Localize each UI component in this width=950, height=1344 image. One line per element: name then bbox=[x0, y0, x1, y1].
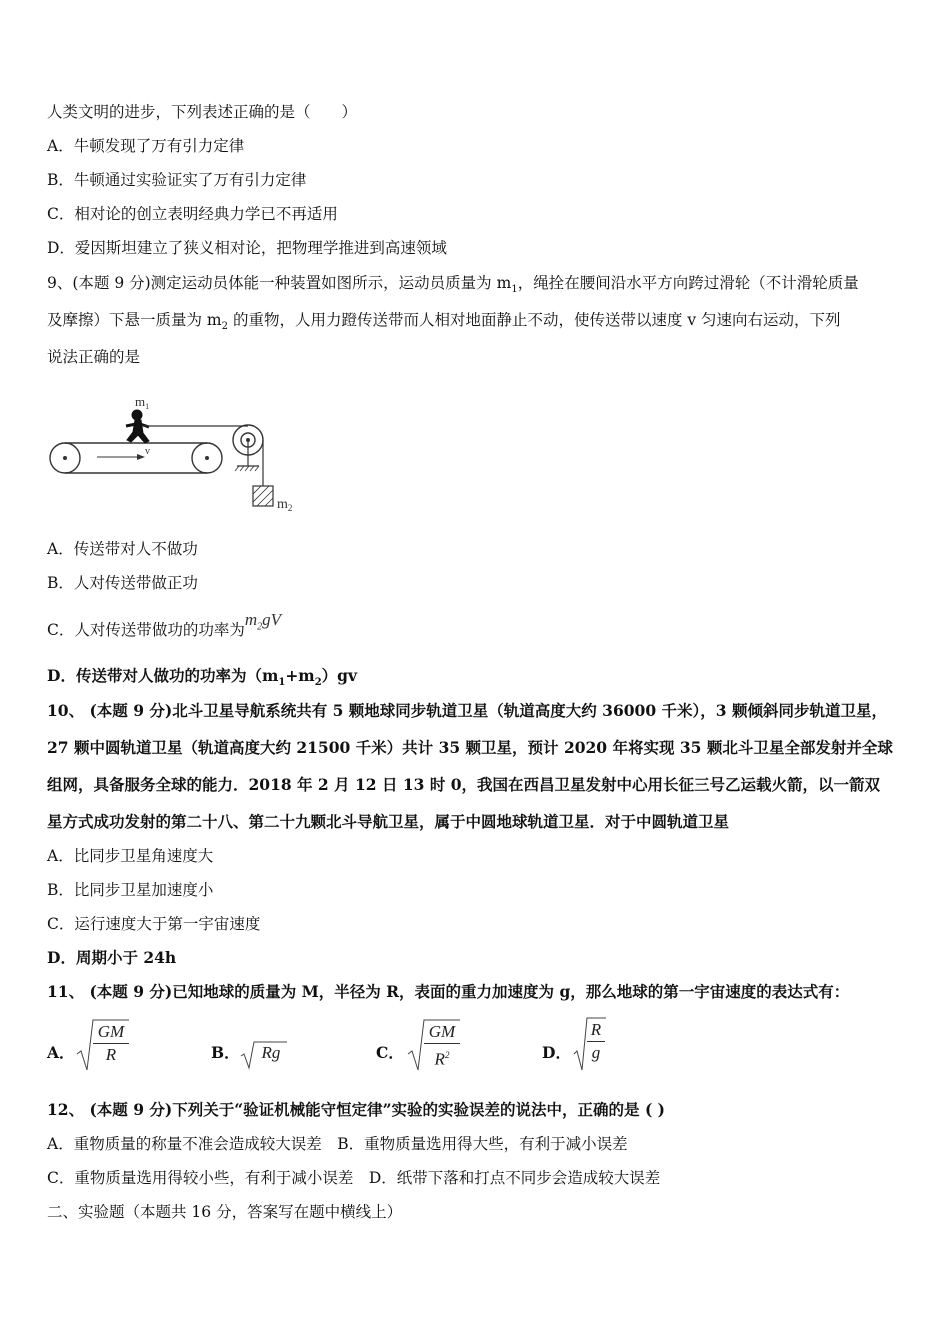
q10-stem-line4: 星方式成功发射的第二十八、第二十九颗北斗导航卫星，属于中圆地球轨道卫星．对于中圆轨道卫星 bbox=[47, 812, 730, 831]
q9-c-formula: $m_2gV$ bbox=[244, 610, 282, 633]
q9-stem-line3: 说法正确的是 bbox=[47, 348, 141, 366]
q12-stem: 12、 (本题 9 分)下列关于“验证机械能守恒定律”实验的实验误差的说法中，正确的是 ( ) bbox=[47, 1100, 666, 1119]
q10-stem-line2: 27 颗中圆轨道卫星（轨道高度大约 21500 千米）共计 35 颗卫星，预计 2020 年将实现 35 颗北斗卫星全部发射并全球 bbox=[47, 738, 893, 757]
q8-option-a: A．牛顿发现了万有引力定律 bbox=[47, 137, 245, 155]
q9-option-c: C．人对传送带做功的功率为$m_2gV$ bbox=[47, 610, 282, 639]
q10-option-c: C．运行速度大于第一宇宙速度 bbox=[47, 915, 261, 933]
q10-option-b: B．比同步卫星加速度小 bbox=[47, 881, 214, 899]
q8-option-c: C．相对论的创立表明经典力学已不再适用 bbox=[47, 205, 338, 223]
conveyor-pulley-diagram bbox=[45, 388, 305, 518]
q12-options-ab: A．重物质量的称量不准会造成较大误差 B．重物质量选用得大些，有利于减小误差 bbox=[47, 1135, 628, 1153]
q11-stem: 11、 (本题 9 分)已知地球的质量为 M，半径为 R，表面的重力加速度为 g，那么地球的第一宇宙速度的表达式有： bbox=[47, 982, 850, 1001]
q8-stem-tail: 人类文明的进步，下列表述正确的是（ ） bbox=[47, 103, 358, 121]
q11-option-d: D． R g bbox=[542, 1016, 642, 1076]
q12-options-cd: C．重物质量选用得较小些，有利于减小误差 D．纸带下落和打点不同步会造成较大误差 bbox=[47, 1169, 661, 1187]
q9-option-d: D．传送带对人做功的功率为$(m_1+m_2)gv$ bbox=[47, 666, 358, 689]
hanging-weight bbox=[253, 486, 273, 506]
q9-stem-line1: 9、(本题 9 分)测定运动员体能一种装置如图所示，运动员质量为 $m_1$，绳拴在腰间沿水平方向跨过滑轮（不计滑轮质量 bbox=[47, 274, 859, 296]
q10-stem-line1: 10、 (本题 9 分)北斗卫星导航系统共有 5 颗地球同步轨道卫星（轨道高度大约 36000 千米），3 颗倾斜同步轨道卫星， bbox=[47, 701, 887, 720]
q10-stem-line3: 组网，具备服务全球的能力．2018 年 2 月 12 日 13 时 0，我国在西昌卫星发射中心用长征三号乙运载火箭，以一箭双 bbox=[47, 775, 881, 794]
q9-stem-line2: 及摩擦）下悬一质量为 $m_2$ 的重物，人用力蹬传送带而人相对地面静止不动，使传送带以速度 v 匀速向右运动，下列 bbox=[47, 311, 841, 333]
section2-title: 二、实验题（本题共 16 分，答案写在题中横线上） bbox=[47, 1203, 403, 1221]
q9-option-a: A．传送带对人不做功 bbox=[47, 540, 198, 558]
q8-option-b: B．牛顿通过实验证实了万有引力定律 bbox=[47, 171, 307, 189]
q10-option-d: D．周期小于 24h bbox=[47, 948, 177, 967]
q9-figure bbox=[45, 388, 305, 522]
label-v: v bbox=[145, 446, 150, 457]
q11-option-c: C． GM $R^2$ bbox=[376, 1016, 506, 1076]
q9-option-b: B．人对传送带做正功 bbox=[47, 574, 198, 592]
q10-option-a: A．比同步卫星角速度大 bbox=[47, 847, 214, 865]
label-m1: $m_1$ bbox=[135, 394, 150, 411]
q8-option-d: D．爱因斯坦建立了狭义相对论，把物理学推进到高速领域 bbox=[47, 239, 447, 257]
velocity-arrow bbox=[97, 454, 145, 460]
label-m2: $m_2$ bbox=[277, 497, 293, 513]
q11-option-b: B． Rg bbox=[211, 1016, 331, 1076]
q11-option-a: A． GM R bbox=[47, 1016, 167, 1076]
